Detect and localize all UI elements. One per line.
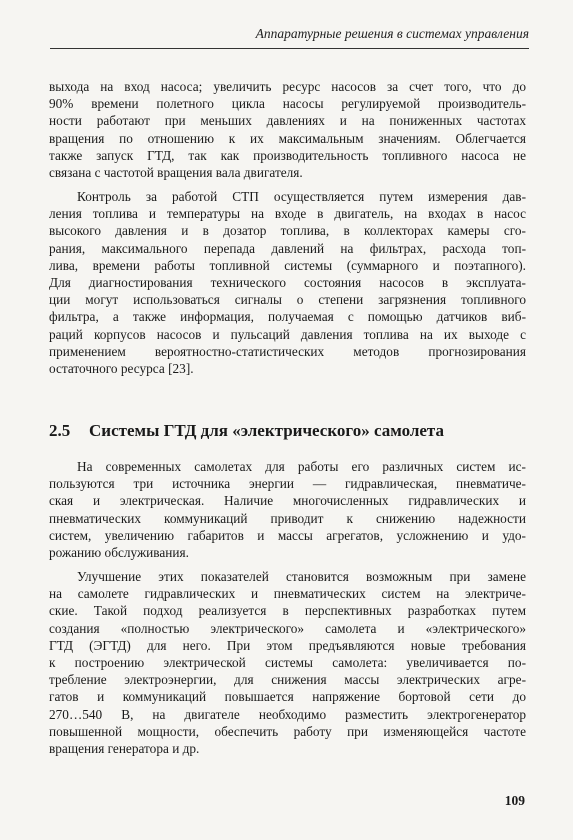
paragraph-1 [49,78,526,181]
paragraph-line: требление электроэнергии, для снижения массы электрических агре- [49,672,526,688]
paragraph-line: рания, максимального перепада давлений на фильтрах, расхода топ- [49,240,526,256]
paragraph-line: ции могут использоваться сигналы о степени загрязнения топливного [49,292,526,308]
paragraph-line: выхода на вход насоса; увеличить ресурс насосов за счет того, что до [49,79,526,94]
paragraph-line: 90% времени полетного цикла насосы регулируемой производитель- [49,96,526,112]
paragraph-line: На современных самолетах для работы его различных систем ис- [77,459,526,474]
paragraph-line: раций корпусов насосов и пульсаций давления топлива на их выходе с [49,326,526,342]
paragraph-line: пользуются три источника энергии — гидравлическая, пневматиче- [49,476,526,492]
paragraph-line: вращения генератора и др. [49,740,200,756]
paragraph-line: пневматических коммуникаций приводит к снижению надежности [49,510,526,526]
paragraph-3 [49,458,526,561]
section-number: 2.5 [49,421,71,440]
paragraph-line: остаточного ресурса [23]. [49,360,194,376]
paragraph-line: лива, времени работы топливной системы (суммарного и поэтапного). [49,257,526,273]
paragraph-line: связана с частотой вращения вала двигателя. [49,164,303,180]
paragraph-line: на самолете гидравлических и пневматических систем на электриче- [49,586,526,602]
section-title: Системы ГТД для «электрического» самолета [89,421,444,440]
paragraph-line: Для диагностирования технического состояния насосов в эксплуата- [49,274,526,290]
paragraph-line: ления топлива и температуры на входе в двигатель, на входах в насос [49,206,526,222]
paragraph-line: вращения по отношению к их максимальным значениям. Облегчается [49,130,526,146]
section-heading [49,421,444,441]
paragraph-4 [49,568,526,757]
paragraph-line: к построению электрической системы самолета: увеличивается по- [49,654,526,670]
paragraph-line: ГТД (ЭГТД) для него. При этом предъявляются новые требования [49,637,526,653]
header-rule [50,48,529,49]
paragraph-line: ская и электрическая. Наличие многочисленных гидравлических и [49,493,526,509]
running-title: Аппаратурные решения в системах управления [255,26,529,41]
paragraph-line: применением вероятностно-статистических методов прогнозирования [49,343,526,359]
paragraph-line: Улучшение этих показателей становится возможным при замене [77,569,526,584]
paragraph-line: также запуск ГТД, так как производительность топливного насоса не [49,147,526,163]
running-header [50,26,529,52]
paragraph-2 [49,188,526,377]
paragraph-line: фильтра, а также информация, получаемая с помощью датчиков виб- [49,309,526,325]
paragraph-line: Контроль за работой СТП осуществляется путем измерения дав- [77,189,526,204]
paragraph-line: рожанию обслуживания. [49,544,189,560]
paragraph-line: ности работают при меньших давлениях и на пониженных частотах [49,113,526,129]
paragraph-line: 270…540 В, на двигателе необходимо разместить электрогенератор [49,706,526,722]
paragraph-line: повышенной мощности, обеспечить работу при изменяющейся частоте [49,723,526,739]
page-number: 109 [504,793,525,808]
paragraph-line: гатов и коммуникаций повышается напряжение бортовой сети до [49,689,526,705]
paragraph-line: систем, увеличению габаритов и массы агрегатов, усложнению и удо- [49,527,526,543]
paragraph-line: создания «полностью электрического» самолета и «электрического» [49,620,526,636]
paragraph-line: высокого давления и в дозатор топлива, в коллекторах камеры сго- [49,223,526,239]
paragraph-line: ские. Такой подход реализуется в перспективных разработках путем [49,603,526,619]
